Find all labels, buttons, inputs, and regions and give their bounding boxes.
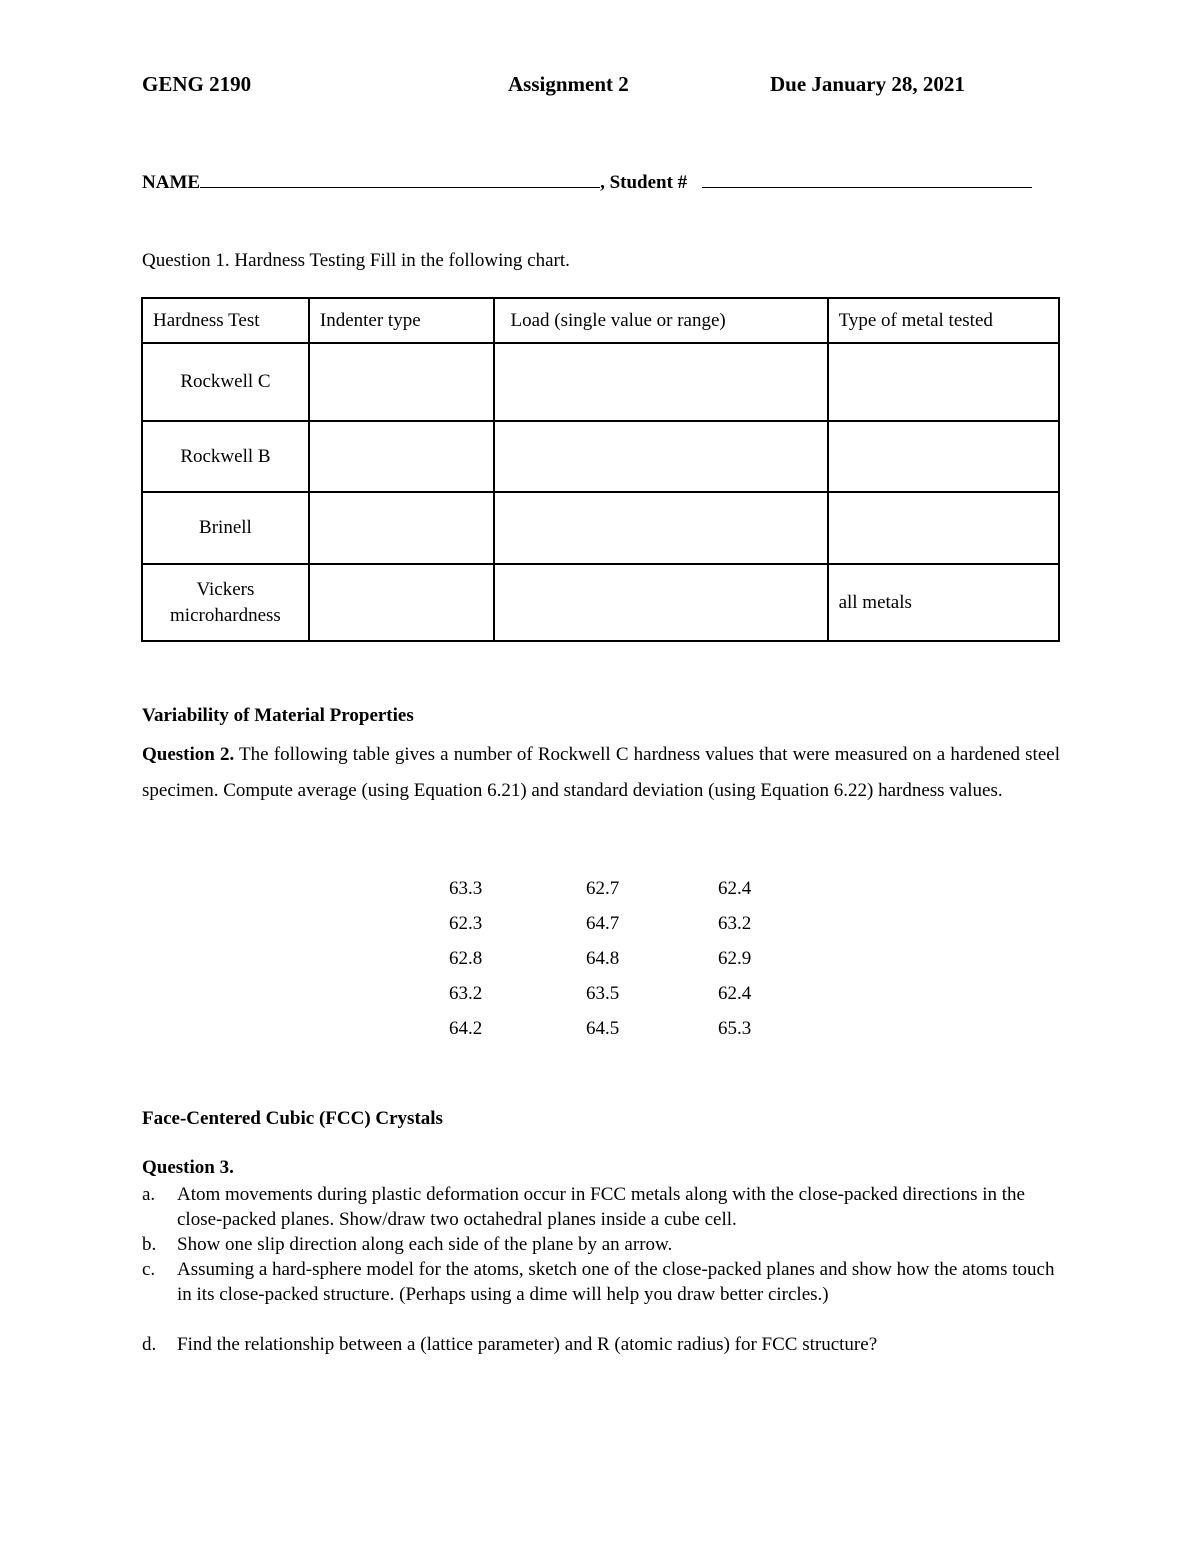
metal-cell[interactable]: all metals <box>828 564 1059 641</box>
question-2-label: Question 2. <box>142 744 235 765</box>
list-item <box>142 1257 1062 1307</box>
hardness-table <box>141 297 1060 642</box>
list-item <box>142 1182 1062 1232</box>
column-header: Hardness Test <box>142 298 309 343</box>
hardness-value: 65.3 <box>718 1018 752 1039</box>
table-row <box>142 421 1059 492</box>
question-1-intro: Question 1. Hardness Testing Fill in the following chart. <box>142 250 570 271</box>
row-label: Rockwell C <box>142 343 309 421</box>
load-cell[interactable] <box>494 492 828 564</box>
indenter-cell[interactable] <box>309 421 494 492</box>
due-date: Due January 28, 2021 <box>770 72 965 96</box>
hardness-value: 62.7 <box>586 878 620 899</box>
list-marker: c. <box>142 1259 156 1280</box>
table-row <box>142 343 1059 421</box>
column-header: Indenter type <box>309 298 494 343</box>
column-header: Load (single value or range) <box>494 298 828 343</box>
list-item <box>142 1232 1062 1257</box>
load-cell[interactable] <box>494 564 828 641</box>
student-number-blank[interactable] <box>702 186 1032 188</box>
section-3-heading: Face-Centered Cubic (FCC) Crystals <box>142 1108 443 1129</box>
hardness-value: 64.8 <box>586 948 620 969</box>
hardness-value: 62.9 <box>718 948 752 969</box>
table-row <box>142 492 1059 564</box>
hardness-value: 64.7 <box>586 913 620 934</box>
hardness-value: 63.2 <box>718 913 752 934</box>
metal-cell[interactable] <box>828 343 1059 421</box>
question-3-label: Question 3. <box>142 1157 234 1178</box>
indenter-cell[interactable] <box>309 343 494 421</box>
hardness-value: 62.4 <box>718 983 752 1004</box>
row-label: Rockwell B <box>142 421 309 492</box>
list-marker: d. <box>142 1334 157 1355</box>
metal-cell[interactable] <box>828 421 1059 492</box>
list-text: Find the relationship between a (lattice parameter) and R (atomic radius) for FCC structure? <box>177 1334 878 1355</box>
list-text: Show one slip direction along each side of the plane by an arrow. <box>177 1234 673 1255</box>
hardness-value: 64.5 <box>586 1018 620 1039</box>
table-row <box>142 564 1059 641</box>
hardness-value: 64.2 <box>449 1018 483 1039</box>
question-2-text <box>142 737 1060 809</box>
name-blank[interactable] <box>200 186 600 188</box>
name-row <box>142 172 1032 194</box>
list-marker: a. <box>142 1184 156 1205</box>
metal-cell[interactable] <box>828 492 1059 564</box>
indenter-cell[interactable] <box>309 564 494 641</box>
hardness-value: 62.4 <box>718 878 752 899</box>
name-label: NAME <box>142 172 201 193</box>
list-text: Atom movements during plastic deformation occur in FCC metals along with the close-packed directions in the close-packed planes. Show/draw two octahedral planes inside a cube cell. <box>177 1184 1025 1230</box>
list-marker: b. <box>142 1234 157 1255</box>
column-header: Type of metal tested <box>828 298 1059 343</box>
hardness-value: 62.3 <box>449 913 483 934</box>
table-header-row <box>142 298 1059 343</box>
load-cell[interactable] <box>494 421 828 492</box>
list-item <box>142 1332 1062 1357</box>
hardness-value: 63.3 <box>449 878 483 899</box>
load-cell[interactable] <box>494 343 828 421</box>
student-number-label: , Student # <box>600 172 688 193</box>
hardness-value: 62.8 <box>449 948 483 969</box>
section-2-heading: Variability of Material Properties <box>142 705 414 726</box>
row-label: Brinell <box>142 492 309 564</box>
row-label: Vickers microhardness <box>142 564 309 641</box>
hardness-value: 63.5 <box>586 983 620 1004</box>
assignment-title: Assignment 2 <box>508 72 629 96</box>
course-code: GENG 2190 <box>142 72 252 96</box>
list-text: Assuming a hard-sphere model for the atoms, sketch one of the close-packed planes and show how the atoms touch in its close-packed structure. (Perhaps using a dime will help you draw better circles.) <box>177 1259 1055 1305</box>
hardness-value: 63.2 <box>449 983 483 1004</box>
indenter-cell[interactable] <box>309 492 494 564</box>
question-2-body: The following table gives a number of Rockwell C hardness values that were measured on a hardened steel specimen. Compute average (using Equation 6.21) and standard deviation (using Equation 6.22) hardness values. <box>142 744 1060 801</box>
